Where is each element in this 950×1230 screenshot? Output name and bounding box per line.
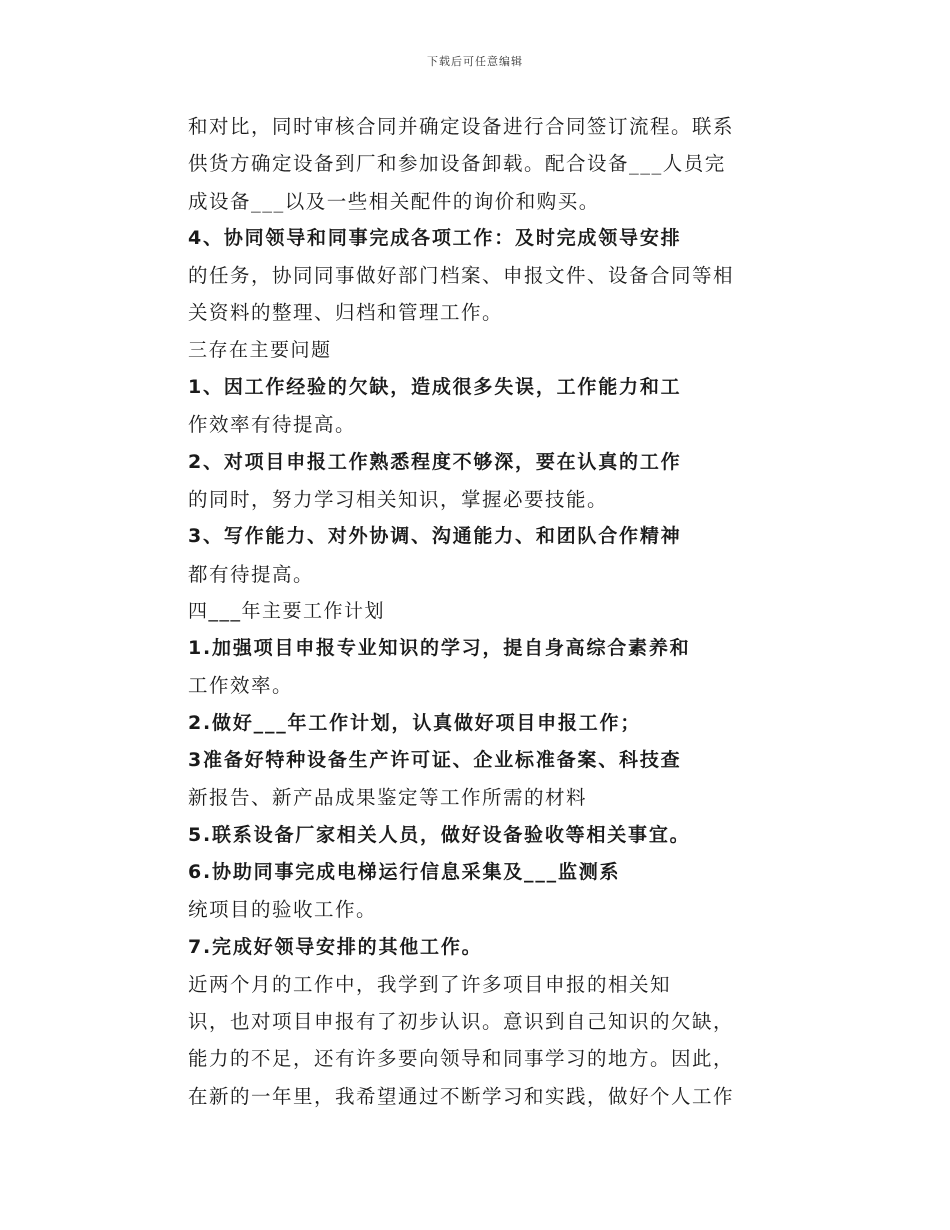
text-line-bold: 1.加强项目申报专业知识的学习，提自身高综合素养和 bbox=[188, 637, 691, 660]
text-line-bold: 3、写作能力、对外协调、沟通能力、和团队合作精神 bbox=[188, 525, 682, 548]
text-line-bold: 4、协同领导和同事完成各项工作：及时完成领导安排 bbox=[188, 226, 682, 249]
text-line: 都有待提高。 bbox=[188, 562, 315, 586]
section-heading: 四___年主要工作计划 bbox=[188, 599, 386, 622]
text-line-bold: 2.做好___年工作计划，认真做好项目申报工作； bbox=[188, 711, 642, 734]
text-line-bold: 2、对项目申报工作熟悉程度不够深，要在认真的工作 bbox=[188, 450, 682, 473]
text-line: 工作效率。 bbox=[188, 674, 294, 698]
text-line: 的任务，协同同事做好部门档案、申报文件、设备合同等相 bbox=[188, 264, 735, 288]
document-body bbox=[188, 108, 768, 1115]
text-line: 成设备___以及一些相关配件的询价和购买。 bbox=[188, 189, 600, 213]
text-line: 供货方确定设备到厂和参加设备卸载。配合设备___人员完 bbox=[188, 152, 726, 176]
text-line: 统项目的验收工作。 bbox=[188, 898, 378, 922]
text-line-bold: 5.联系设备厂家相关人员，做好设备验收等相关事宜。 bbox=[188, 823, 691, 846]
text-line: 的同时，努力学习相关知识，掌握必要技能。 bbox=[188, 487, 609, 511]
text-line: 关资料的整理、归档和管理工作。 bbox=[188, 301, 504, 325]
text-line-bold: 3准备好特种设备生产许可证、企业标准备案、科技查 bbox=[188, 749, 682, 772]
text-line: 识，也对项目申报有了初步认识。意识到自己知识的欠缺， bbox=[188, 1010, 735, 1034]
text-line: 作效率有待提高。 bbox=[188, 413, 357, 437]
text-line: 和对比，同时审核合同并确定设备进行合同签订流程。联系 bbox=[188, 115, 735, 138]
page-header: 下载后可任意编辑 bbox=[427, 55, 523, 68]
text-line: 近两个月的工作中，我学到了许多项目申报的相关知 bbox=[188, 972, 672, 996]
text-line-bold: 7.完成好领导安排的其他工作。 bbox=[188, 935, 483, 958]
text-line-bold: 1、因工作经验的欠缺，造成很多失误，工作能力和工 bbox=[188, 376, 682, 399]
text-line: 新报告、新产品成果鉴定等工作所需的材料 bbox=[188, 786, 588, 810]
section-heading: 三存在主要问题 bbox=[188, 338, 332, 361]
text-line-bold: 6.协助同事完成电梯运行信息采集及___监测系 bbox=[188, 860, 621, 883]
text-line: 在新的一年里，我希望通过不断学习和实践，做好个人工作 bbox=[188, 1084, 735, 1108]
text-line: 能力的不足，还有许多要向领导和同事学习的地方。因此， bbox=[188, 1047, 735, 1071]
